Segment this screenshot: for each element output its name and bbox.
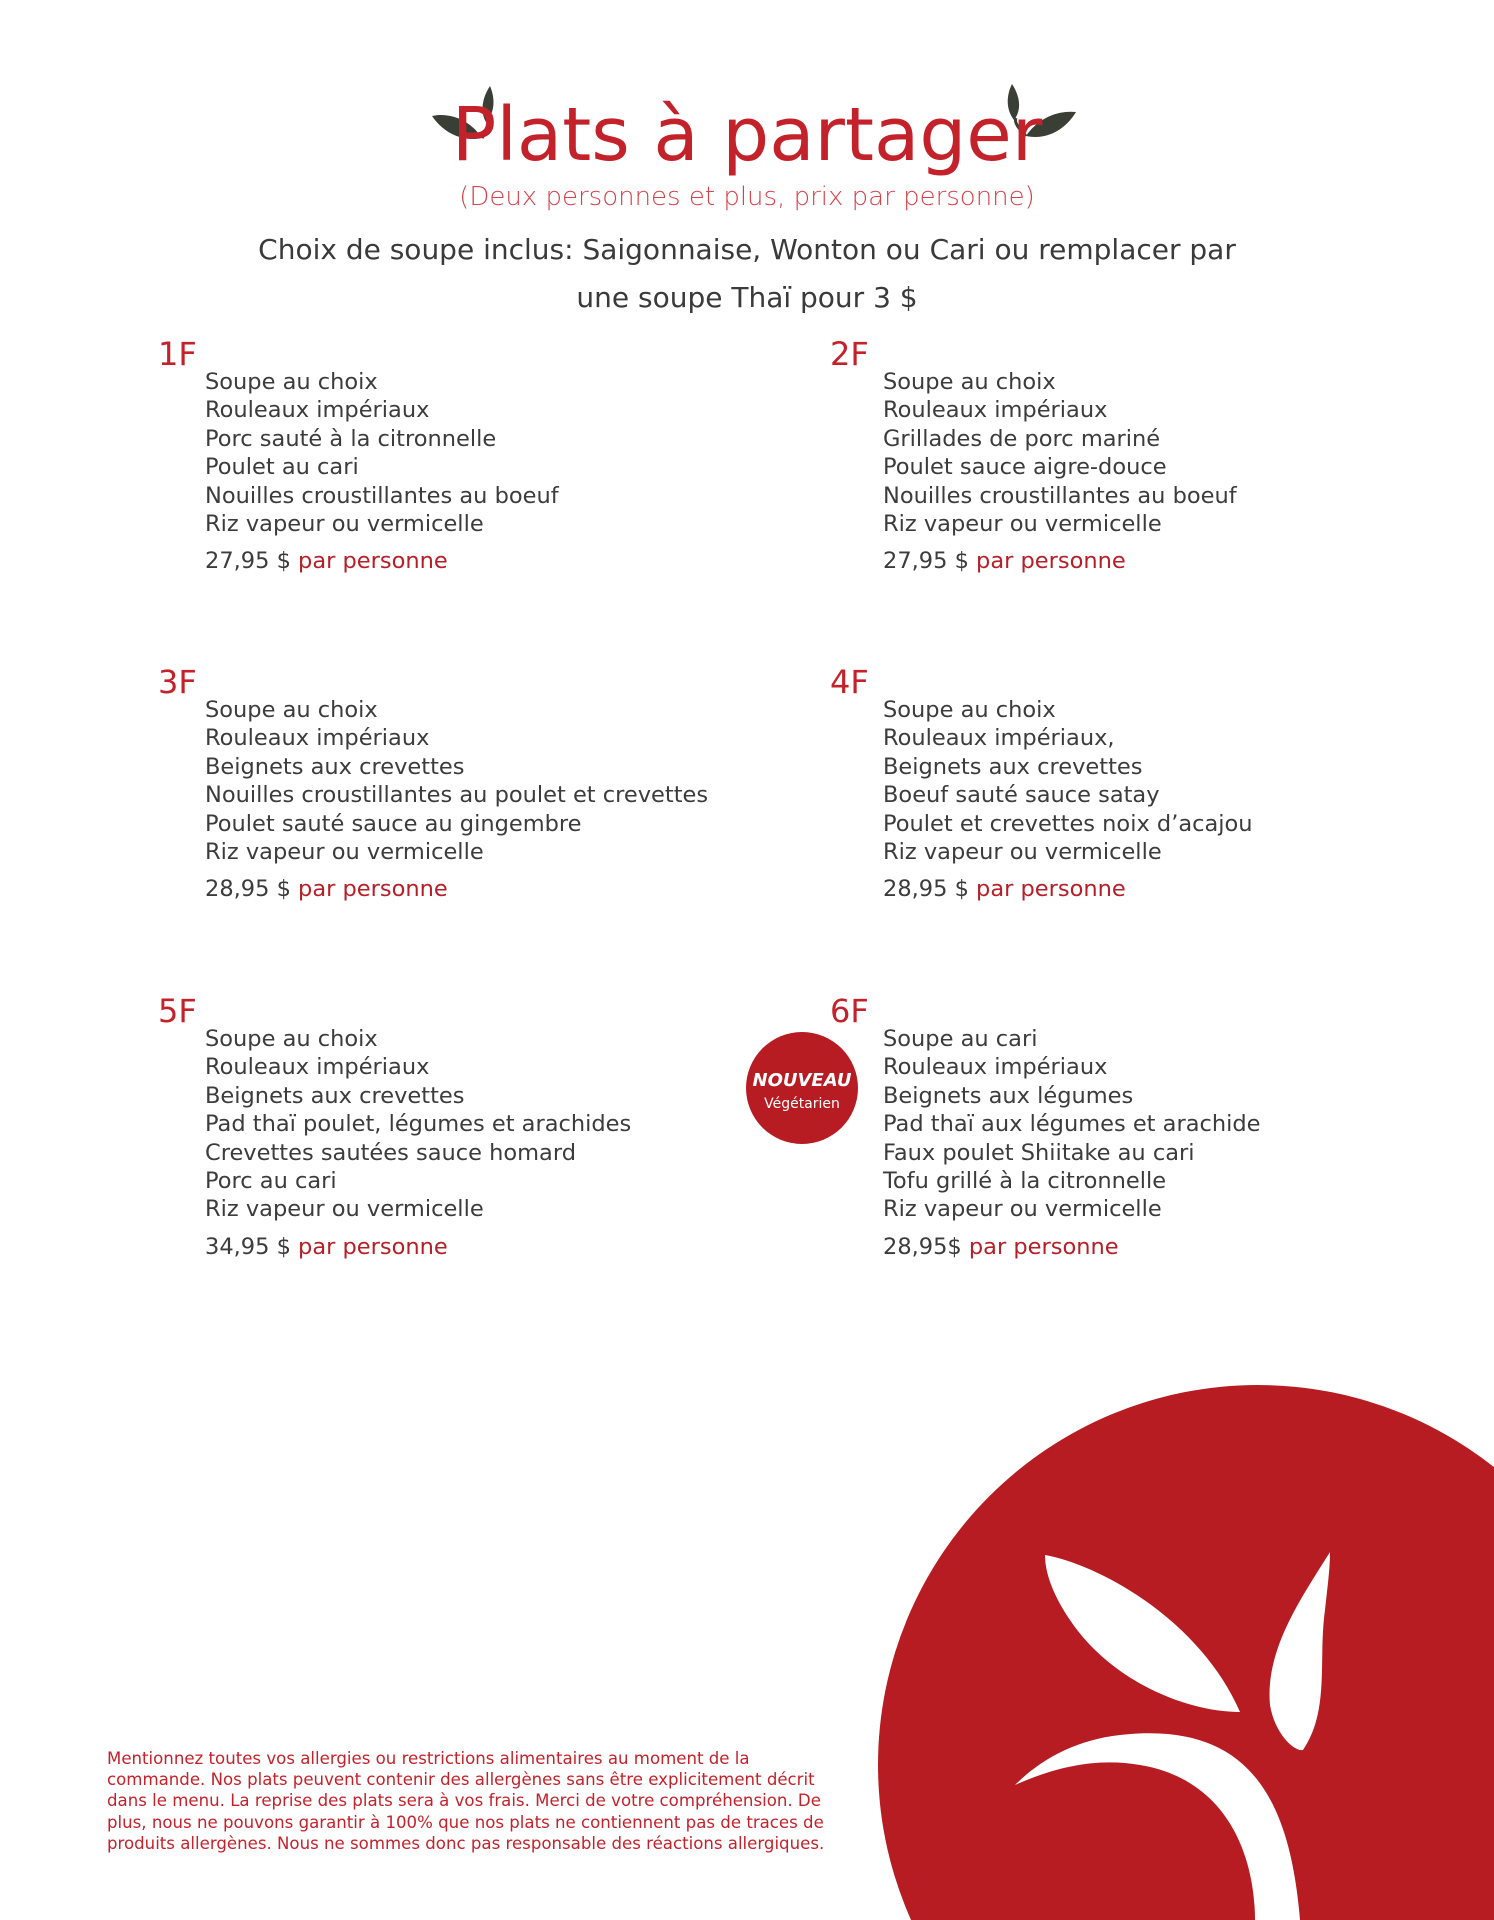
price-line (205, 546, 559, 576)
menu-set-4f (830, 664, 1253, 904)
list-item: Porc sauté à la citronnelle (205, 425, 497, 452)
list-item: Riz vapeur ou vermicelle (883, 839, 1162, 866)
list-item: Riz vapeur ou vermicelle (205, 839, 484, 866)
list-item: Soupe au choix (883, 369, 1056, 395)
list-item: Beignets aux crevettes (205, 753, 465, 780)
list-item: Nouilles croustillantes au boeuf (205, 482, 559, 509)
price-line (883, 1232, 1261, 1262)
list-item: Pad thaï poulet, légumes et arachides (205, 1111, 632, 1138)
list-item: Nouilles croustillantes au boeuf (883, 482, 1237, 509)
set-items (883, 368, 1237, 538)
price: 27,95 $ (883, 548, 969, 575)
set-code: 2F (830, 335, 869, 373)
list-item: Riz vapeur ou vermicelle (883, 1196, 1162, 1223)
set-items (205, 1025, 631, 1224)
price-line (205, 1232, 631, 1262)
price: 28,95 $ (883, 876, 969, 903)
price-line (883, 546, 1237, 576)
list-item: Rouleaux impériaux (883, 1054, 1108, 1081)
menu-set-2f (830, 336, 1237, 576)
list-item: Poulet et crevettes noix d’acajou (883, 810, 1253, 837)
price: 28,95 $ (205, 876, 291, 903)
title-wrap (0, 90, 1494, 180)
page-subtitle: (Deux personnes et plus, prix par personne) (459, 182, 1035, 212)
price: 28,95$ (883, 1233, 962, 1260)
list-item: Nouilles croustillantes au poulet et crevettes (205, 782, 709, 809)
menu-set-3f (158, 664, 708, 904)
list-item: Tofu grillé à la citronnelle (883, 1168, 1167, 1195)
price-line (205, 874, 708, 904)
list-item: Poulet au cari (205, 454, 359, 481)
list-item: Grillades de porc mariné (883, 425, 1161, 452)
list-item: Rouleaux impériaux (205, 397, 430, 424)
list-item: Riz vapeur ou vermicelle (205, 511, 484, 538)
set-items (205, 696, 708, 866)
set-code: 5F (158, 992, 197, 1030)
menu-set-1f (158, 336, 559, 576)
price: 34,95 $ (205, 1233, 291, 1260)
list-item: Rouleaux impériaux (205, 1054, 430, 1081)
list-item: Porc au cari (205, 1168, 337, 1195)
price-line (883, 874, 1253, 904)
price-unit: par personne (298, 548, 448, 575)
list-item: Poulet sauté sauce au gingembre (205, 810, 582, 837)
list-item: Rouleaux impériaux (883, 397, 1108, 424)
set-items (883, 1025, 1261, 1224)
menu-set-6f (830, 993, 1261, 1262)
list-item: Faux poulet Shiitake au cari (883, 1139, 1195, 1166)
list-item: Boeuf sauté sauce satay (883, 782, 1160, 809)
list-item: Riz vapeur ou vermicelle (205, 1196, 484, 1223)
badge-main-label: NOUVEAU (752, 1070, 852, 1091)
menu-set-5f (158, 993, 631, 1262)
list-item: Crevettes sautées sauce homard (205, 1139, 576, 1166)
set-code: 3F (158, 663, 197, 701)
list-item: Poulet sauce aigre-douce (883, 454, 1167, 481)
price: 27,95 $ (205, 548, 291, 575)
list-item: Pad thaï aux légumes et arachide (883, 1111, 1261, 1138)
price-unit: par personne (976, 876, 1126, 903)
soup-note: Choix de soupe inclus: Saigonnaise, Wonton ou Cari ou remplacer par une soupe Thaï pour 3 $ (258, 233, 1236, 314)
set-code: 4F (830, 663, 869, 701)
list-item: Soupe au cari (883, 1026, 1038, 1052)
price-unit: par personne (298, 876, 448, 903)
list-item: Beignets aux crevettes (205, 1082, 465, 1109)
set-code: 6F (830, 992, 869, 1030)
set-items (205, 368, 559, 538)
list-item: Riz vapeur ou vermicelle (883, 511, 1162, 538)
allergy-disclaimer: Mentionnez toutes vos allergies ou restrictions alimentaires au moment de la commande. Nos plats peuvent contenir des allergènes sans être explicitement décrit dans le menu. La reprise des plats sera à vos frais. Merci de votre compréhension. De plus, nous ne pouvons garantir à 100% que nos plats ne contiennent pas de traces de produits allergènes. Nous ne sommes donc pas responsable des réactions allergiques. (107, 1749, 825, 1853)
list-item: Beignets aux légumes (883, 1082, 1134, 1109)
list-item: Soupe au choix (205, 1026, 378, 1052)
set-code: 1F (158, 335, 197, 373)
list-item: Rouleaux impériaux (205, 725, 430, 752)
plant-sprout-logo (878, 1385, 1494, 1920)
price-unit: par personne (298, 1233, 448, 1260)
page-title: Plats à partager (451, 92, 1043, 178)
list-item: Soupe au choix (205, 369, 378, 395)
badge-sub-label: Végétarien (764, 1096, 840, 1112)
list-item: Beignets aux crevettes (883, 753, 1143, 780)
set-items (883, 696, 1253, 866)
list-item: Soupe au choix (205, 697, 378, 723)
list-item: Rouleaux impériaux, (883, 725, 1115, 752)
price-unit: par personne (976, 548, 1126, 575)
list-item: Soupe au choix (883, 697, 1056, 723)
new-vegetarian-badge (746, 1032, 858, 1144)
price-unit: par personne (968, 1233, 1119, 1260)
